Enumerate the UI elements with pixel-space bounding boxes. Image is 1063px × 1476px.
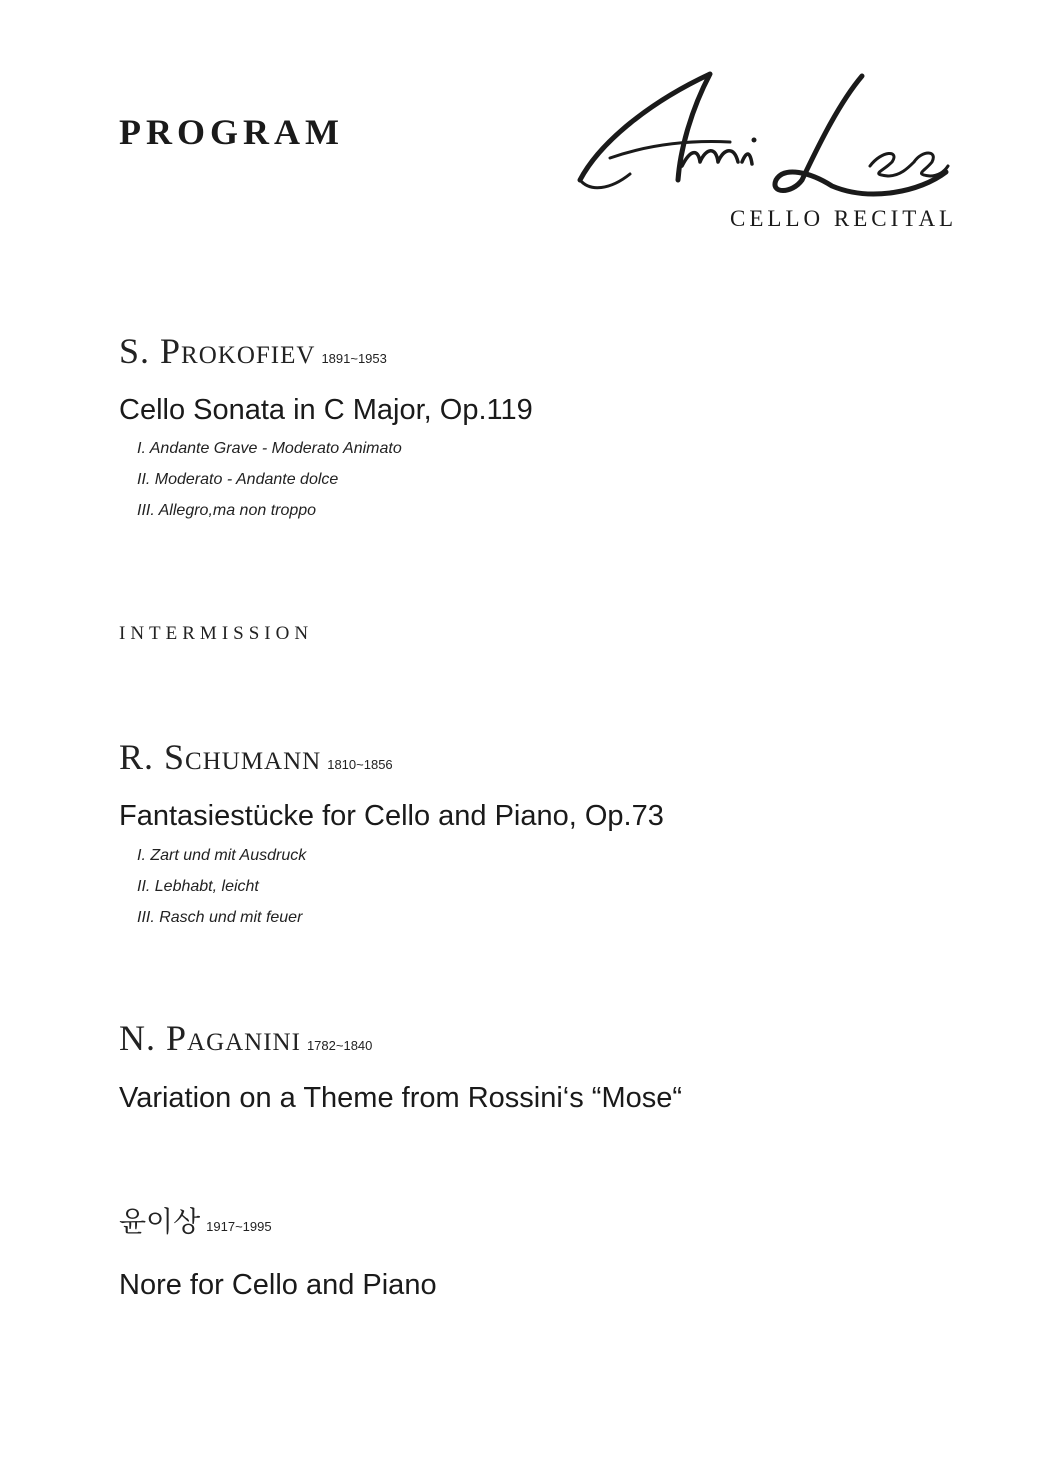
composer-heading: [119, 1020, 372, 1056]
intermission-label: INTERMISSION: [119, 623, 314, 644]
work-title: Variation on a Theme from Rossini‘s “Mose“: [119, 1082, 683, 1114]
composer-heading: [119, 333, 387, 369]
composer-name: S. Prokofiev: [119, 331, 316, 371]
ami-lee-signature-logo: [570, 62, 960, 202]
movement-item: II. Moderato - Andante dolce: [137, 471, 339, 488]
composer-years: 1810~1856: [327, 757, 393, 772]
movement-item: II. Lebhabt, leicht: [137, 878, 259, 895]
composer-name: R. Schumann: [119, 737, 322, 777]
work-title: Cello Sonata in C Major, Op.119: [119, 394, 533, 426]
composer-name: N. Paganini: [119, 1018, 301, 1058]
composer-years: 1782~1840: [306, 1038, 373, 1053]
movement-item: III. Rasch und mit feuer: [137, 909, 303, 926]
composer-name: 윤이상: [119, 1205, 201, 1238]
work-title: Nore for Cello and Piano: [119, 1269, 437, 1301]
composer-years: 1891~1953: [321, 351, 387, 366]
movement-item: I. Andante Grave - Moderato Animato: [137, 440, 402, 457]
movement-list: [137, 439, 402, 532]
movement-item: III. Allegro,ma non troppo: [137, 502, 317, 519]
composer-years: 1917~1995: [206, 1219, 272, 1234]
composer-heading: [119, 739, 393, 775]
program-title: PROGRAM: [119, 112, 344, 152]
composer-heading: [119, 1205, 272, 1238]
movement-list: [137, 846, 306, 939]
recital-subtitle: CELLO RECITAL: [730, 206, 958, 231]
work-title: Fantasiestücke for Cello and Piano, Op.73: [119, 800, 664, 832]
movement-item: I. Zart und mit Ausdruck: [137, 847, 307, 864]
